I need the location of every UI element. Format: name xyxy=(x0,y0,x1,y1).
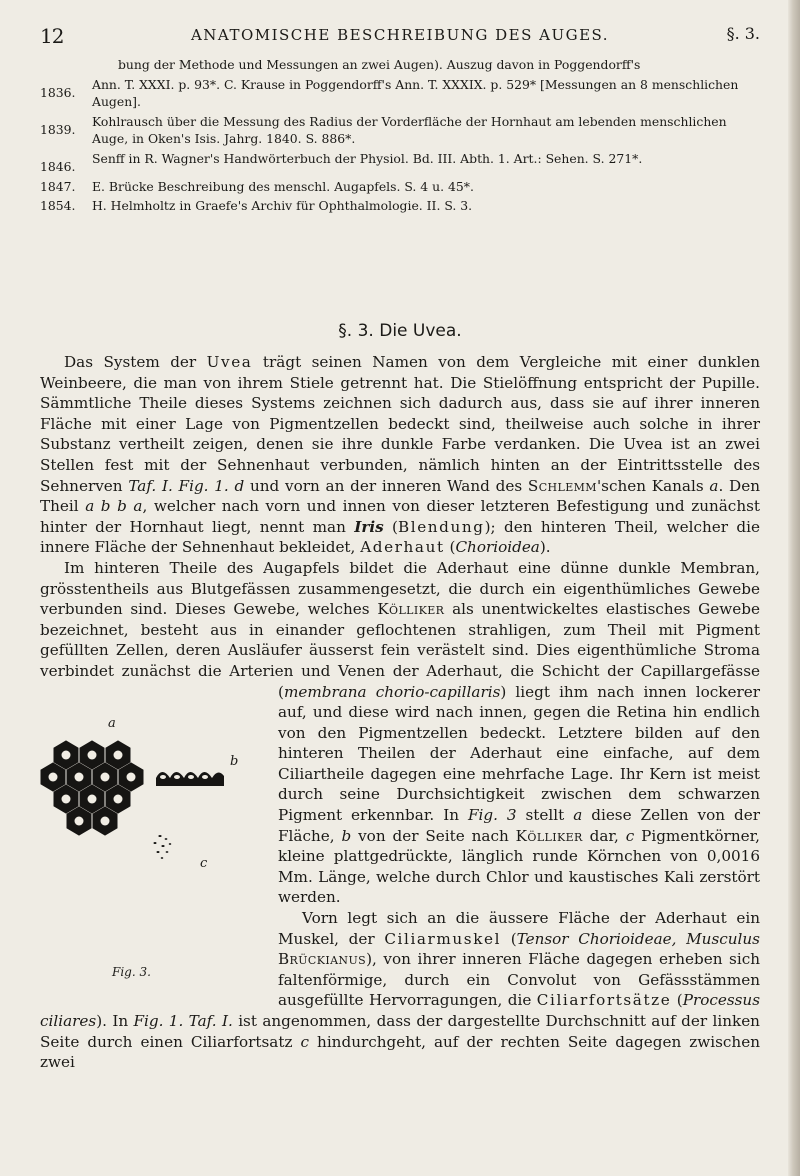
text-run: dar, xyxy=(582,826,626,845)
section-heading: §. 3. Die Uvea. xyxy=(338,321,462,341)
text-run: ). In xyxy=(96,1012,134,1030)
reference-year: 1854. xyxy=(40,198,76,214)
term-tensor: Tensor Chorioideae, Musculus xyxy=(516,929,760,948)
text-run: , welcher nach vorn und innen von dieser letzteren Befestigung und zunächst hinter der Hornhaut liegt, nennt man xyxy=(40,497,760,536)
figure-reference: Fig. 1. Taf. I. xyxy=(133,1012,233,1030)
term-aderhaut: Aderhaut xyxy=(360,538,445,557)
reference-item xyxy=(40,76,760,111)
reference-list xyxy=(40,56,760,217)
text-run: Vorn legt sich an die äussere Fläche der Aderhaut ein Muskel, der xyxy=(278,909,760,948)
reference-item xyxy=(40,197,760,215)
text-run: . Den Theil xyxy=(40,476,760,516)
author-name: Kölliker xyxy=(377,600,445,619)
text-run: ), von ihrer inneren Fläche dagegen erheben sich faltenförmige, durch ein Convolut von Gefässstämmen ausgefüllte Hervorragungen, die xyxy=(278,950,760,1010)
reference-year: 1846. xyxy=(40,158,76,174)
reference-text: H. Helmholtz in Graefe's Archiv für Ophthalmologie. II. S. 3. xyxy=(92,198,473,214)
term-iris: Iris xyxy=(354,517,384,536)
paragraph-1 xyxy=(40,352,760,558)
reference-item xyxy=(40,178,760,196)
figure-3-pigment-cells xyxy=(36,686,266,1001)
text-run: Pigmentkörner, kleine plattgedrückte, länglich runde Körnchen von 0,0016 Mm. Länge, welche durch Chlor und kaustisches Kali zerstört werden. xyxy=(278,826,761,907)
figure-letter: c xyxy=(300,1032,310,1051)
reference-year: 1839. xyxy=(40,121,76,137)
pigment-granules xyxy=(154,835,172,859)
text-run: trägt seinen Namen von dem Vergleiche mit einer dunklen Weinbeere, die man von ihrem Stiele getrennt hat. Die Stielöffnung entspricht der Pupille. Sämmtliche Theile dieses Systems zeichnen sich dadurch aus, dass sie auf ihrer inneren Fläche mit einer Lage von Pigmentzellen bedeckt sind, theilweise auch solche in ihrer Substanz vertheilt zeigen, denen sie ihre dunkle Farbe verdanken. Die Uvea ist an zwei Stellen fest mit der Sehnenhaut verbunden, nämlich hinten an der Eintrittsstelle des Sehnerven xyxy=(40,353,761,495)
figure-letter: a xyxy=(573,806,583,825)
term-membrana: membrana chorio-capillaris xyxy=(283,682,501,701)
author-name: Kölliker xyxy=(515,826,583,845)
author-name: Schlemm xyxy=(527,476,597,495)
text-run: ) liegt ihm nach innen lockerer auf, und diese wird nach innen, gegen die Retina hin endlich von den Pigmentzellen bedeckt. Letztere bilden auf den hinteren Theilen der Aderhaut eine einfache, auf dem Ciliartheile dagegen eine mehrfache Lage. Ihr Kern ist meist durch seine Durchsichtigkeit zwischen dem schwarzen Pigment erkennbar. In xyxy=(278,682,760,825)
text-run: Das System der xyxy=(64,353,207,371)
figure-letter: a xyxy=(709,476,719,495)
header-section: §. 3. xyxy=(726,24,760,43)
figure-label-c: c xyxy=(200,855,208,871)
text-run: ( xyxy=(671,991,683,1010)
body-text xyxy=(40,352,760,1073)
text-run: als unentwickeltes elastisches Gewebe bezeichnet, besteht aus in einander geflochtenen strahligen, zum Theil mit Pigment gefüllten Zellen, deren Ausläufer äusserst fein verästelt sind. Dies eigenthümliche Stroma verbindet zunächst die Arterien und Venen der Aderhaut, die Schicht der Capillargefässe ( xyxy=(40,600,760,701)
reference-year: 1836. xyxy=(40,84,76,100)
page-number: 12 xyxy=(40,24,64,48)
text-run: 'schen Kanals xyxy=(596,476,710,495)
text-run: hindurchgeht, auf der rechten Seite dagegen zwischen zwei xyxy=(40,1032,760,1072)
text-run: ). xyxy=(539,538,551,557)
text-run: diese Zellen von der Fläche, xyxy=(278,806,760,845)
text-run: ( xyxy=(444,538,456,557)
text-run: Im hinteren Theile des Augapfels bildet die Aderhaut eine dünne dunkle Membran, grösstentheils aus Blutgefässen zusammengesetzt, die durch ein eigenthümliches Gewebe verbunden sind. Dieses Gewebe, welches xyxy=(40,558,760,619)
reference-text: Kohlrausch über die Messung des Radius der Vorderfläche der Hornhaut am lebenden menschlichen Auge, in Oken's Isis. Jahrg. 1840. S. 886*. xyxy=(92,113,727,147)
reference-text: Senff in R. Wagner's Handwörterbuch der Physiol. Bd. III. Abth. 1. Art.: Sehen. S. 271*. xyxy=(92,150,643,166)
text-run: ist angenommen, dass der dargestellte Durchschnitt auf der linken Seite durch einen Ciliarfortsatz xyxy=(40,1012,760,1051)
reference-text: E. Brücke Beschreibung des menschl. Augapfels. S. 4 u. 45*. xyxy=(92,178,474,194)
term-blendung: Blendung xyxy=(397,517,485,536)
figure-label-a: a xyxy=(108,715,116,731)
figure-letters: a b b a xyxy=(85,497,143,516)
figure-letter: b xyxy=(341,826,352,845)
figure-reference: Fig. 3 xyxy=(467,806,517,825)
term-processus: Processus ciliares xyxy=(40,991,760,1030)
text-run: ( xyxy=(501,929,517,948)
text-run: ); den hinteren Theil, welcher die innere Fläche der Sehnenhaut bekleidet, xyxy=(40,517,760,557)
reference-intro: bung der Methode und Messungen an zwei Augen). Auszug davon in Poggendorff's xyxy=(118,57,641,72)
term-uvea: Uvea xyxy=(206,353,253,371)
page-spine-edge xyxy=(788,0,800,1176)
text-run: und vorn an der inneren Wand des xyxy=(244,476,528,495)
pigment-cells-side-view xyxy=(156,772,224,786)
figure-label-b: b xyxy=(230,753,239,769)
term-ciliarmuskel: Ciliarmuskel xyxy=(384,929,502,948)
term-choroidea: Chorioidea xyxy=(455,538,540,557)
reference-item xyxy=(40,113,760,148)
pigment-cells-illustration xyxy=(36,686,266,986)
text-run: ( xyxy=(383,517,398,536)
author-name: Brückianus xyxy=(278,950,367,969)
figure-letter: c xyxy=(625,826,635,845)
figure-caption: Fig. 3. xyxy=(112,964,151,979)
pigment-cells-surface-view xyxy=(41,741,143,835)
reference-text: Ann. T. XXXI. p. 93*. C. Krause in Poggendorff's Ann. T. XXXIX. p. 529* [Messungen an 8 menschlichen Augen]. xyxy=(92,76,739,110)
term-ciliarfortsaetze: Ciliarfortsätze xyxy=(536,991,672,1010)
text-run: stellt xyxy=(516,806,574,825)
text-run: von der Seite nach xyxy=(351,826,516,845)
reference-item xyxy=(40,150,760,176)
running-header xyxy=(40,8,760,48)
figure-reference: Taf. I. Fig. 1. d xyxy=(128,476,245,495)
reference-year: 1847. xyxy=(40,178,76,194)
running-title: ANATOMISCHE BESCHREIBUNG DES AUGES. xyxy=(190,26,610,44)
